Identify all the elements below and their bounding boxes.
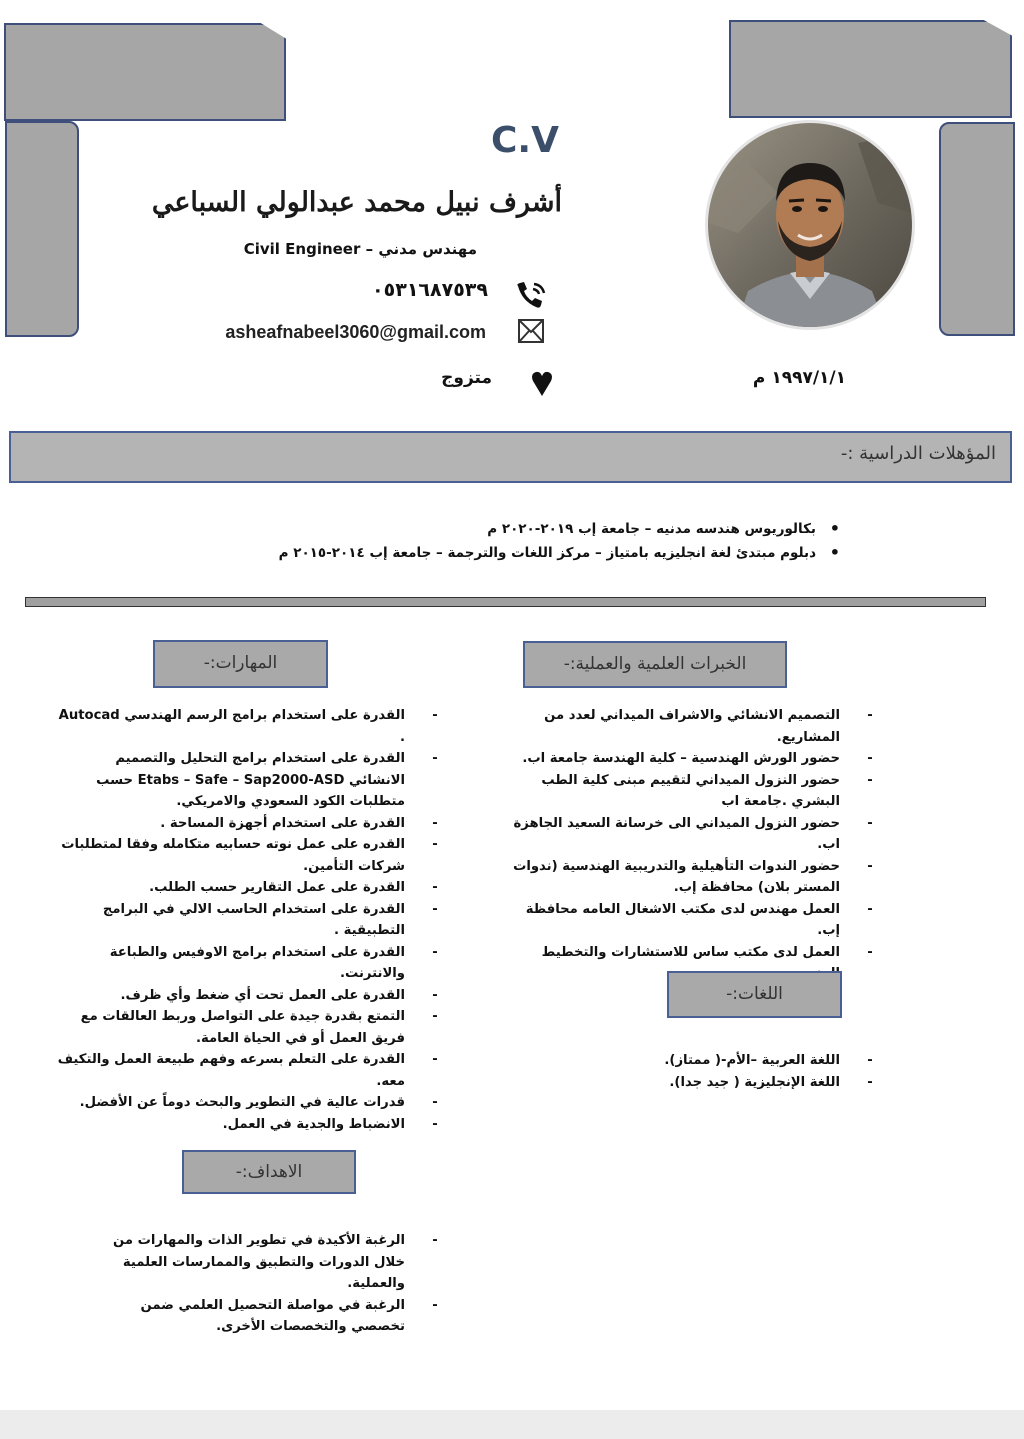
skill-item: - القدرة على العمل تحت أي ضغط وأي ظرف. [55,985,445,1007]
heart-icon [531,369,553,401]
goals-list [90,1230,445,1338]
skill-item: - القدرة على استخدام برامج التحليل والتصميم الانشائي Etabs – Safe – Sap2000-ASD حسب متطلبات الكود السعودي والامريكي. [55,748,445,813]
profile-photo [705,120,915,330]
skills-list [55,705,445,1135]
skill-item: - قدرات عالية في التطوير والبحث دوماً عن الأفضل. [55,1092,445,1114]
qualifications-header [9,431,1012,483]
phone-number: ٠٥٣١٦٨٧٥٣٩ [372,279,488,301]
decorative-side-left [5,121,79,337]
experience-item: - حضور النزول الميداني الى خرسانة السعيد الجاهزة اب. [500,813,880,856]
goal-item: - الرغبة في مواصلة التحصيل العلمي ضمن تخصصي والتخصصات الأخرى. [90,1295,445,1338]
experience-item: - حضور الورش الهندسية – كلية الهندسة جامعة اب. [500,748,880,770]
experience-item: - العمل مهندس لدى مكتب الاشغال العامه محافظة إب. [500,899,880,942]
decorative-tab-top-right [729,20,1012,118]
skills-header: المهارات:- [153,640,328,688]
cv-title: C.V [491,120,559,161]
skill-item: - القدرة على التعلم بسرعه وفهم طبيعة العمل والتكيف معه. [55,1049,445,1092]
job-title: مهندس مدني – Civil Engineer [243,240,477,258]
marital-status: متزوج [441,368,492,388]
phone-icon [514,280,548,314]
skill-item: - القدرة على استخدام برامج الرسم الهندسي Autocad . [55,705,445,748]
experience-item: - التصميم الانشائي والاشراف الميداني لعدد من المشاريع. [500,705,880,748]
languages-list [640,1050,880,1093]
profile-photo-illustration [708,123,912,327]
skill-item: - القدرة على استخدام برامج الاوفيس والطباعة والانترنت. [55,942,445,985]
experience-item: - حضور النزول الميداني لتقييم مبنى كلية الطب البشري .جامعة اب [500,770,880,813]
skill-item: - الانضباط والجدية في العمل. [55,1114,445,1136]
full-name: أشرف نبيل محمد عبدالولي السباعي [151,187,562,218]
qualifications-title: المؤهلات الدراسية :- [840,443,996,464]
qualification-item: • دبلوم مبتدئ لغة انجليزيه بامتياز – مركز اللغات والترجمة – جامعة إب ٢٠١٤-٢٠١٥ م [200,541,840,565]
skill-item: - التمتع بقدرة جيدة على التواصل وربط العالقات مع فريق العمل أو في الحياة العامة. [55,1006,445,1049]
languages-header: اللغات:- [667,971,842,1018]
decorative-side-right [939,122,1015,336]
experience-item: - حضور الندوات التأهيلية والتدريبية الهندسية (ندوات المستر بلان) محافظة إب. [500,856,880,899]
birth-date: ١٩٩٧/١/١ م [752,368,846,388]
experience-header: الخبرات العلمية والعملية:- [523,641,787,688]
language-item: - اللغة الإنجليزية ( جيد جدا). [640,1072,880,1094]
envelope-icon [517,318,545,348]
skill-item: - القدرة على استخدام أجهزة المساحة . [55,813,445,835]
email-address: asheafnabeel3060@gmail.com [225,322,486,342]
decorative-tab-top-left [4,23,286,121]
qualification-item: • بكالوريوس هندسه مدنيه – جامعة إب ٢٠١٩-٢٠٢٠ م [200,517,840,541]
goal-item: - الرغبة الأكيدة في تطوير الذات والمهارات من خلال الدورات والتطبيق والممارسات العلمية والعملية. [90,1230,445,1295]
section-divider [25,597,986,607]
screen-bottom-margin [0,1424,1024,1439]
skill-item: - القدرة على عمل التقارير حسب الطلب. [55,877,445,899]
language-item: - اللغة العربية –الأم-( ممتاز). [640,1050,880,1072]
goals-header: الاهداف:- [182,1150,356,1194]
experience-item: - العمل لدى مكتب ساس للاستشارات والتخطيط [500,942,880,985]
experience-list [500,705,880,985]
skill-item: - القدره على عمل نوته حسابيه متكامله وفقا لمتطلبات شركات التأمين. [55,834,445,877]
qualifications-list [200,517,840,565]
skill-item: - القدرة على استخدام الحاسب الالي في البرامج التطبيقية . [55,899,445,942]
